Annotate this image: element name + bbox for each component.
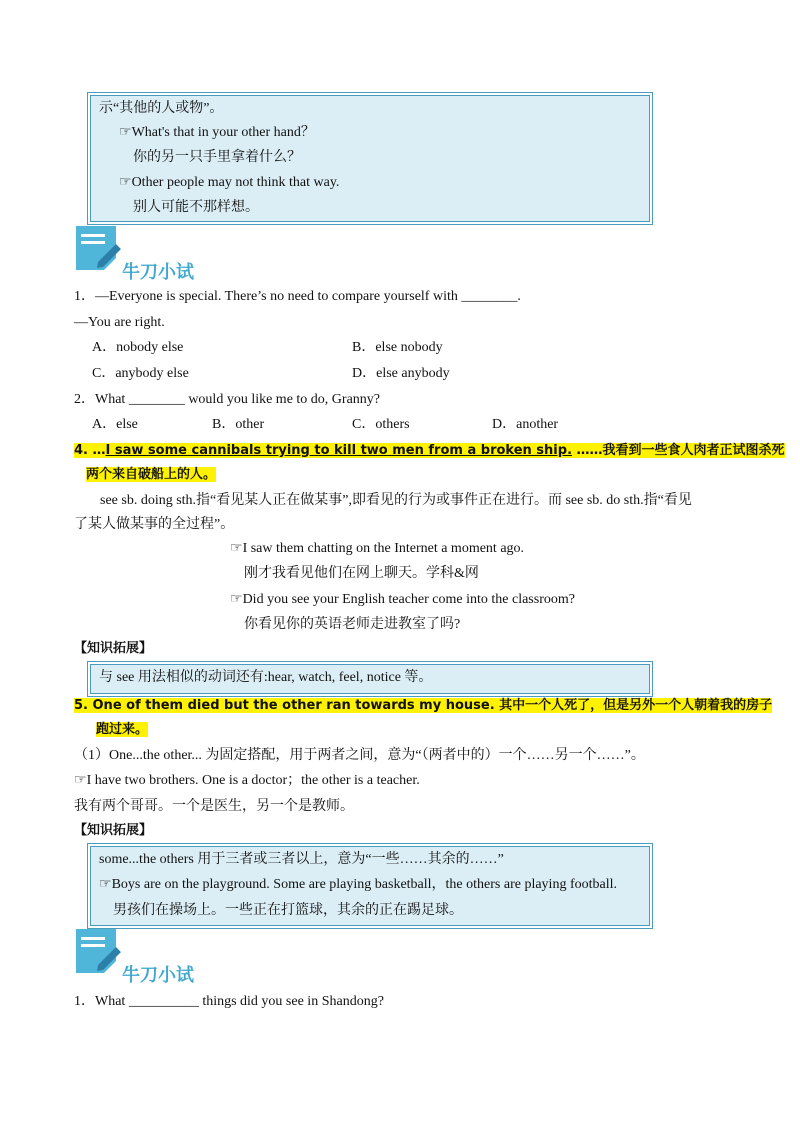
note-pencil-icon [76,226,122,272]
point-4-heading: 4. …I saw some cannibals trying to kill two men from a broken ship. ……我看到一些食人肉者正试图杀死 [74,443,785,458]
explanation-line: see sb. doing sth.指“看见某人正在做某事”,即看见的行为或事件正在进行。而 see sb. do sth.指“看见 [100,493,692,508]
note-box-expand [90,846,650,926]
option-c: C．anybody else [92,366,189,381]
section-title: 牛刀小试 [122,262,194,283]
pointer-icon: ☞ [119,175,132,190]
point-4-sentence: I saw some cannibals trying to kill two men from a broken ship. [105,443,573,458]
option-b: B．other [212,417,265,432]
note-box-other [90,95,650,222]
point-5-heading: 5. One of them died but the other ran towards my house. 其中一个人死了，但是另外一个人朝着我的房子 [74,698,773,713]
pointer-icon: ☞ [74,773,87,788]
option-d: D．else anybody [352,366,450,381]
example-en: ☞Other people may not think that way. [119,175,340,190]
note-intro: 示“其他的人或物”。 [99,101,224,116]
question-1: 1．What __________ things did you see in Shandong? [74,994,384,1009]
question-1: 1．—Everyone is special. There’s no need to compare yourself with ________. [74,289,521,304]
example-zh: 男孩们在操场上。一些正在打篮球，其余的正在踢足球。 [113,903,463,918]
example-zh: 刚才我看见他们在网上聊天。学科&网 [244,566,479,581]
example-en: ☞I have two brothers. One is a doctor；the other is a teacher. [74,773,420,788]
section-title: 牛刀小试 [122,965,194,986]
pointer-icon: ☞ [230,592,243,607]
knowledge-expand-label: 【知识拓展】 [74,641,153,656]
point-4-heading-line2: 两个来自破船上的人。 [86,467,217,482]
question-2: 2．What ________ would you like me to do, Granny? [74,392,381,407]
option-a: A．nobody else [92,340,184,355]
note-box-expand [90,664,650,694]
option-b: B．else nobody [352,340,443,355]
example-en: ☞Did you see your English teacher come into the classroom? [230,592,575,607]
example-zh: 我有两个哥哥。一个是医生，另一个是教师。 [74,799,354,814]
sub-point: （1）One...the other... 为固定搭配，用于两者之间，意为“（两者中的）一个……另一个……”。 [74,748,645,763]
pointer-icon: ☞ [119,125,132,140]
knowledge-expand-label: 【知识拓展】 [74,823,153,838]
question-1-reply: —You are right. [74,315,165,330]
option-a: A．else [92,417,138,432]
option-d: D．another [492,417,559,432]
example-zh: 你看见你的英语老师走进教室了吗? [244,617,461,632]
example-en: ☞What's that in your other hand？ [119,125,315,140]
example-zh: 别人可能不那样想。 [133,200,259,215]
example-en: ☞Boys are on the playground. Some are playing basketball，the others are playing football. [99,877,617,892]
explanation-line: 了某人做某事的全过程”。 [74,517,235,532]
pointer-icon: ☞ [99,877,112,892]
note-text: 与 see 用法相似的动词还有:hear, watch, feel, notice 等。 [99,670,433,685]
pointer-icon: ☞ [230,541,243,556]
note-text: some...the others 用于三者或三者以上，意为“一些……其余的……” [99,852,504,867]
option-c: C．others [352,417,410,432]
example-zh: 你的另一只手里拿着什么？ [133,150,301,165]
point-5-heading-line2: 跑过来。 [96,722,149,737]
note-pencil-icon [76,929,122,975]
example-en: ☞I saw them chatting on the Internet a moment ago. [230,541,525,556]
